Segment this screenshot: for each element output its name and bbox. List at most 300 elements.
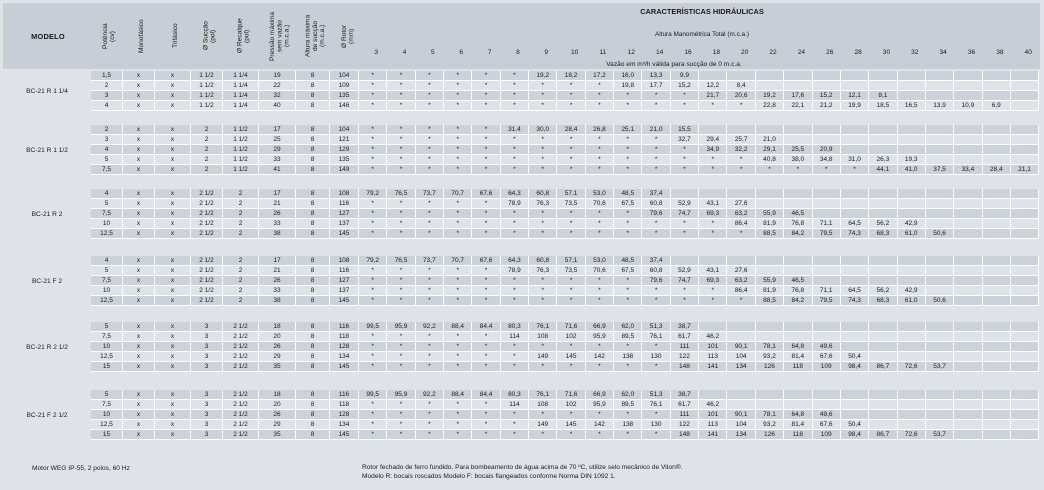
cell-flow — [756, 266, 784, 276]
cell-monofasico: x — [123, 420, 155, 430]
cell-flow: 46,5 — [784, 276, 812, 286]
cell-flow — [926, 390, 954, 400]
cell-altura-succao: 8 — [296, 219, 330, 229]
cell-flow: 81,9 — [756, 219, 784, 229]
cell-flow: * — [444, 332, 472, 342]
cell-flow — [1011, 219, 1039, 229]
cell-flow — [727, 322, 755, 332]
cell-monofasico: x — [123, 296, 155, 306]
height-column-header: 36 — [967, 48, 976, 56]
cell-flow — [954, 219, 982, 229]
cell-flow: * — [387, 229, 415, 239]
cell-trifasico: x — [155, 362, 191, 372]
cell-potencia: 4 — [91, 256, 123, 266]
cell-flow — [1011, 145, 1039, 155]
cell-flow: 86,7 — [869, 362, 897, 372]
cell-flow — [1011, 400, 1039, 410]
cell-flow: * — [387, 296, 415, 306]
cell-flow — [983, 332, 1011, 342]
cell-flow — [1011, 266, 1039, 276]
height-column-header: 11 — [599, 48, 607, 56]
cell-flow: * — [586, 430, 614, 440]
cell-succao: 2 1/2 — [191, 219, 223, 229]
cell-flow: * — [359, 400, 387, 410]
cell-flow: 28,4 — [557, 125, 585, 135]
cell-potencia: 12,5 — [91, 420, 123, 430]
height-column-header: 40 — [1024, 48, 1032, 56]
cell-flow: 76,1 — [642, 400, 670, 410]
cell-flow — [784, 81, 812, 91]
cell-flow — [954, 342, 982, 352]
cell-trifasico: x — [155, 155, 191, 165]
cell-succao: 2 1/2 — [191, 286, 223, 296]
cell-monofasico: x — [123, 219, 155, 229]
cell-flow — [841, 390, 869, 400]
cell-flow: 70,7 — [444, 256, 472, 266]
cell-flow — [954, 362, 982, 372]
cell-monofasico: x — [123, 135, 155, 145]
cell-flow: * — [472, 155, 500, 165]
cell-flow — [699, 125, 727, 135]
cell-trifasico: x — [155, 71, 191, 81]
cell-flow: * — [472, 276, 500, 286]
cell-flow: * — [614, 101, 642, 111]
cell-flow: * — [359, 332, 387, 342]
cell-succao: 2 1/2 — [191, 256, 223, 266]
cell-flow — [926, 266, 954, 276]
cell-flow — [756, 81, 784, 91]
cell-flow: 60,8 — [642, 266, 670, 276]
cell-flow: 51,3 — [642, 322, 670, 332]
cell-flow — [898, 209, 926, 219]
cell-succao: 2 — [191, 125, 223, 135]
cell-flow: * — [614, 229, 642, 239]
cell-succao: 3 — [191, 342, 223, 352]
cell-flow — [898, 256, 926, 266]
cell-flow — [1011, 125, 1039, 135]
cell-flow: * — [586, 135, 614, 145]
cell-flow — [784, 266, 812, 276]
cell-flow — [1011, 199, 1039, 209]
cell-monofasico: x — [123, 332, 155, 342]
cell-flow: 93,2 — [756, 420, 784, 430]
cell-flow: * — [529, 276, 557, 286]
cell-flow: 16,5 — [898, 101, 926, 111]
cell-flow — [983, 322, 1011, 332]
cell-flow — [813, 332, 841, 342]
vazao-label: Vazão em m³/h válida para sucção de 0 m.c.a. — [606, 61, 742, 68]
cell-flow: 108 — [529, 332, 557, 342]
cell-flow: * — [472, 81, 500, 91]
cell-flow: * — [614, 342, 642, 352]
cell-flow — [841, 410, 869, 420]
cell-flow: * — [557, 135, 585, 145]
cell-succao: 2 1/2 — [191, 276, 223, 286]
cell-monofasico: x — [123, 342, 155, 352]
cell-flow: * — [416, 125, 444, 135]
cell-flow: * — [359, 135, 387, 145]
cell-flow: 38,7 — [671, 322, 699, 332]
cell-flow: 113 — [699, 352, 727, 362]
cell-monofasico: x — [123, 199, 155, 209]
cell-flow — [756, 71, 784, 81]
cell-flow: * — [586, 209, 614, 219]
cell-flow — [841, 125, 869, 135]
cell-trifasico: x — [155, 199, 191, 209]
cell-flow: * — [586, 362, 614, 372]
cell-flow: 113 — [699, 420, 727, 430]
cell-flow — [954, 420, 982, 430]
cell-recalque: 2 — [223, 229, 259, 239]
cell-flow: 25,1 — [614, 125, 642, 135]
cell-flow: * — [416, 352, 444, 362]
model-name: BC-21 F 2 1/2 — [3, 390, 91, 440]
cell-altura-succao: 8 — [296, 229, 330, 239]
cell-monofasico: x — [123, 229, 155, 239]
cell-flow: * — [671, 219, 699, 229]
cell-flow: 88,5 — [756, 296, 784, 306]
cell-rotor: 137 — [330, 286, 359, 296]
cell-altura-succao: 8 — [296, 71, 330, 81]
cell-trifasico: x — [155, 286, 191, 296]
table-row — [91, 209, 1039, 219]
cell-flow — [898, 352, 926, 362]
cell-flow: 141 — [699, 430, 727, 440]
cell-flow — [926, 219, 954, 229]
cell-flow: 57,1 — [557, 189, 585, 199]
cell-flow — [954, 352, 982, 362]
cell-rotor: 108 — [330, 189, 359, 199]
cell-flow: 50,4 — [841, 352, 869, 362]
cell-flow — [841, 322, 869, 332]
height-column-header: 22 — [769, 48, 777, 56]
height-column-header: 32 — [911, 48, 919, 56]
height-column-header: 10 — [570, 48, 579, 56]
cell-flow: 99,5 — [359, 322, 387, 332]
cell-altura-succao: 8 — [296, 332, 330, 342]
cell-potencia: 12,5 — [91, 229, 123, 239]
cell-flow — [1011, 91, 1039, 101]
cell-flow — [841, 332, 869, 342]
cell-flow — [954, 155, 982, 165]
cell-flow: 27,6 — [727, 266, 755, 276]
cell-succao: 3 — [191, 430, 223, 440]
cell-flow: * — [387, 209, 415, 219]
cell-flow — [869, 342, 897, 352]
cell-potencia: 10 — [91, 342, 123, 352]
cell-flow: 18,2 — [557, 71, 585, 81]
cell-flow: * — [557, 229, 585, 239]
cell-flow: * — [501, 81, 529, 91]
cell-recalque: 2 1/2 — [223, 430, 259, 440]
cell-flow — [983, 155, 1011, 165]
cell-flow: * — [557, 276, 585, 286]
cell-flow: 126 — [756, 362, 784, 372]
cell-flow: * — [501, 410, 529, 420]
cell-recalque: 2 — [223, 286, 259, 296]
cell-flow: * — [444, 352, 472, 362]
cell-flow: 19,2 — [529, 71, 557, 81]
cell-flow — [813, 322, 841, 332]
cell-flow — [983, 430, 1011, 440]
cell-flow: * — [416, 145, 444, 155]
cell-potencia: 4 — [91, 189, 123, 199]
cell-flow: * — [359, 81, 387, 91]
cell-flow: * — [614, 286, 642, 296]
cell-flow: * — [529, 91, 557, 101]
cell-flow: 19,8 — [614, 81, 642, 91]
footer-note-2: Modelo R: bocais roscados Modelo F: bocais flangeados conforme Norma DIN 1092 1. — [362, 473, 616, 480]
cell-flow — [841, 189, 869, 199]
cell-flow: * — [529, 410, 557, 420]
cell-flow — [926, 420, 954, 430]
model-name: BC-21 R 2 — [3, 189, 91, 239]
cell-flow: * — [444, 420, 472, 430]
cell-flow: 108 — [529, 400, 557, 410]
cell-flow: 16,0 — [614, 71, 642, 81]
cell-flow — [869, 322, 897, 332]
cell-flow — [898, 71, 926, 81]
cell-flow: 64,3 — [501, 256, 529, 266]
cell-flow — [926, 332, 954, 342]
cell-flow: 86,4 — [727, 219, 755, 229]
header-potencia: Potência (cv) — [101, 23, 116, 49]
cell-monofasico: x — [123, 322, 155, 332]
cell-pressao: 33 — [259, 219, 296, 229]
height-column-header: 5 — [431, 48, 435, 56]
cell-flow — [1011, 430, 1039, 440]
cell-flow: * — [472, 332, 500, 342]
cell-flow: 118 — [784, 362, 812, 372]
cell-pressao: 17 — [259, 256, 296, 266]
cell-flow: * — [501, 286, 529, 296]
cell-trifasico: x — [155, 165, 191, 175]
cell-flow: 118 — [784, 430, 812, 440]
cell-trifasico: x — [155, 332, 191, 342]
cell-flow: * — [359, 165, 387, 175]
cell-pressao: 29 — [259, 352, 296, 362]
cell-flow: * — [586, 229, 614, 239]
cell-flow: 64,5 — [841, 286, 869, 296]
cell-flow — [784, 332, 812, 342]
cell-flow: * — [387, 276, 415, 286]
cell-recalque: 2 — [223, 189, 259, 199]
cell-trifasico: x — [155, 125, 191, 135]
cell-flow: 111 — [671, 410, 699, 420]
cell-monofasico: x — [123, 256, 155, 266]
cell-flow: * — [416, 296, 444, 306]
cell-potencia: 3 — [91, 91, 123, 101]
cell-flow: * — [557, 155, 585, 165]
cell-flow: 10,9 — [954, 101, 982, 111]
cell-flow: * — [387, 352, 415, 362]
cell-flow: 29,4 — [699, 135, 727, 145]
cell-flow: 79,2 — [359, 189, 387, 199]
cell-flow — [983, 400, 1011, 410]
cell-flow: * — [727, 155, 755, 165]
cell-flow: * — [444, 400, 472, 410]
cell-flow — [756, 189, 784, 199]
cell-rotor: 134 — [330, 420, 359, 430]
cell-trifasico: x — [155, 189, 191, 199]
cell-succao: 3 — [191, 352, 223, 362]
height-column-header: 28 — [854, 48, 862, 56]
cell-monofasico: x — [123, 209, 155, 219]
cell-rotor: 127 — [330, 276, 359, 286]
cell-flow — [926, 199, 954, 209]
cell-flow — [954, 71, 982, 81]
cell-flow: * — [359, 420, 387, 430]
cell-flow — [983, 209, 1011, 219]
cell-flow — [869, 332, 897, 342]
cell-flow: 29,1 — [756, 145, 784, 155]
cell-monofasico: x — [123, 81, 155, 91]
cell-potencia: 15 — [91, 362, 123, 372]
cell-flow: * — [699, 229, 727, 239]
cell-flow — [727, 71, 755, 81]
cell-flow: * — [416, 209, 444, 219]
cell-flow: 67,6 — [472, 256, 500, 266]
cell-flow: * — [359, 266, 387, 276]
cell-recalque: 2 — [223, 199, 259, 209]
cell-flow: 22,1 — [784, 101, 812, 111]
cell-trifasico: x — [155, 229, 191, 239]
cell-flow — [1011, 296, 1039, 306]
cell-flow — [699, 189, 727, 199]
cell-flow: 53,0 — [586, 189, 614, 199]
cell-flow — [898, 125, 926, 135]
cell-trifasico: x — [155, 145, 191, 155]
cell-flow: 104 — [727, 420, 755, 430]
cell-flow: * — [586, 276, 614, 286]
cell-altura-succao: 8 — [296, 362, 330, 372]
cell-flow: 21,7 — [699, 91, 727, 101]
cell-flow: 50,6 — [926, 229, 954, 239]
cell-flow — [926, 125, 954, 135]
cell-flow: * — [557, 342, 585, 352]
cell-flow: * — [472, 101, 500, 111]
cell-pressao: 35 — [259, 430, 296, 440]
cell-flow: * — [642, 145, 670, 155]
cell-flow: * — [416, 286, 444, 296]
cell-flow: * — [529, 430, 557, 440]
cell-flow: 60,8 — [529, 256, 557, 266]
cell-flow: 101 — [699, 342, 727, 352]
cell-altura-succao: 8 — [296, 276, 330, 286]
cell-flow: * — [529, 145, 557, 155]
cell-flow: 114 — [501, 332, 529, 342]
cell-flow — [983, 145, 1011, 155]
cell-recalque: 2 1/2 — [223, 400, 259, 410]
cell-flow: * — [472, 199, 500, 209]
cell-flow — [869, 266, 897, 276]
cell-flow — [898, 322, 926, 332]
cell-flow: 81,4 — [784, 420, 812, 430]
cell-flow — [898, 390, 926, 400]
cell-flow: 74,3 — [841, 296, 869, 306]
cell-flow: * — [472, 430, 500, 440]
cell-flow — [954, 135, 982, 145]
cell-flow: * — [472, 165, 500, 175]
cell-flow — [756, 256, 784, 266]
cell-flow: 89,5 — [614, 400, 642, 410]
cell-potencia: 12,5 — [91, 296, 123, 306]
cell-flow: * — [557, 219, 585, 229]
cell-flow: * — [642, 342, 670, 352]
cell-flow — [869, 199, 897, 209]
cell-succao: 1 1/2 — [191, 91, 223, 101]
cell-flow: * — [444, 91, 472, 101]
cell-flow: 21,1 — [1011, 165, 1039, 175]
cell-flow: 93,2 — [756, 352, 784, 362]
cell-flow: * — [529, 286, 557, 296]
cell-flow: * — [614, 362, 642, 372]
cell-altura-succao: 8 — [296, 296, 330, 306]
cell-flow: * — [444, 101, 472, 111]
cell-succao: 2 1/2 — [191, 229, 223, 239]
header-altura-total: Altura Manométrica Total (m.c.a.) — [655, 31, 749, 38]
cell-rotor: 121 — [330, 135, 359, 145]
cell-flow — [699, 71, 727, 81]
cell-flow — [983, 229, 1011, 239]
cell-flow: * — [416, 101, 444, 111]
cell-flow — [841, 266, 869, 276]
cell-flow — [869, 71, 897, 81]
cell-flow — [1011, 352, 1039, 362]
cell-flow: 61,7 — [671, 400, 699, 410]
cell-flow — [954, 229, 982, 239]
cell-flow: 76,3 — [529, 266, 557, 276]
cell-flow: 84,2 — [784, 229, 812, 239]
cell-flow — [841, 276, 869, 286]
cell-flow — [727, 256, 755, 266]
cell-flow — [756, 322, 784, 332]
cell-rotor: 104 — [330, 125, 359, 135]
cell-flow: * — [416, 362, 444, 372]
cell-flow — [784, 256, 812, 266]
cell-flow — [756, 125, 784, 135]
cell-flow: * — [756, 165, 784, 175]
cell-flow: 64,5 — [841, 219, 869, 229]
cell-altura-succao: 8 — [296, 125, 330, 135]
model-name: BC-21 R 2 1/2 — [3, 322, 91, 372]
cell-flow: * — [586, 101, 614, 111]
cell-flow: * — [614, 91, 642, 101]
cell-flow: 37,4 — [642, 256, 670, 266]
cell-flow: 95,9 — [387, 390, 415, 400]
cell-flow — [954, 296, 982, 306]
cell-flow: * — [784, 165, 812, 175]
cell-flow: * — [501, 165, 529, 175]
cell-recalque: 2 — [223, 209, 259, 219]
cell-flow: 95,9 — [586, 332, 614, 342]
cell-flow: * — [586, 219, 614, 229]
cell-flow: 9,9 — [671, 71, 699, 81]
cell-flow: 56,2 — [869, 286, 897, 296]
cell-rotor: 128 — [330, 342, 359, 352]
cell-flow: * — [529, 296, 557, 306]
cell-flow: 89,5 — [614, 332, 642, 342]
cell-flow — [926, 256, 954, 266]
cell-rotor: 135 — [330, 155, 359, 165]
cell-flow: 70,6 — [586, 199, 614, 209]
cell-flow: * — [614, 165, 642, 175]
cell-flow — [898, 199, 926, 209]
cell-altura-succao: 8 — [296, 400, 330, 410]
cell-flow: 98,4 — [841, 362, 869, 372]
cell-flow: 61,0 — [898, 229, 926, 239]
cell-flow: 92,2 — [416, 322, 444, 332]
